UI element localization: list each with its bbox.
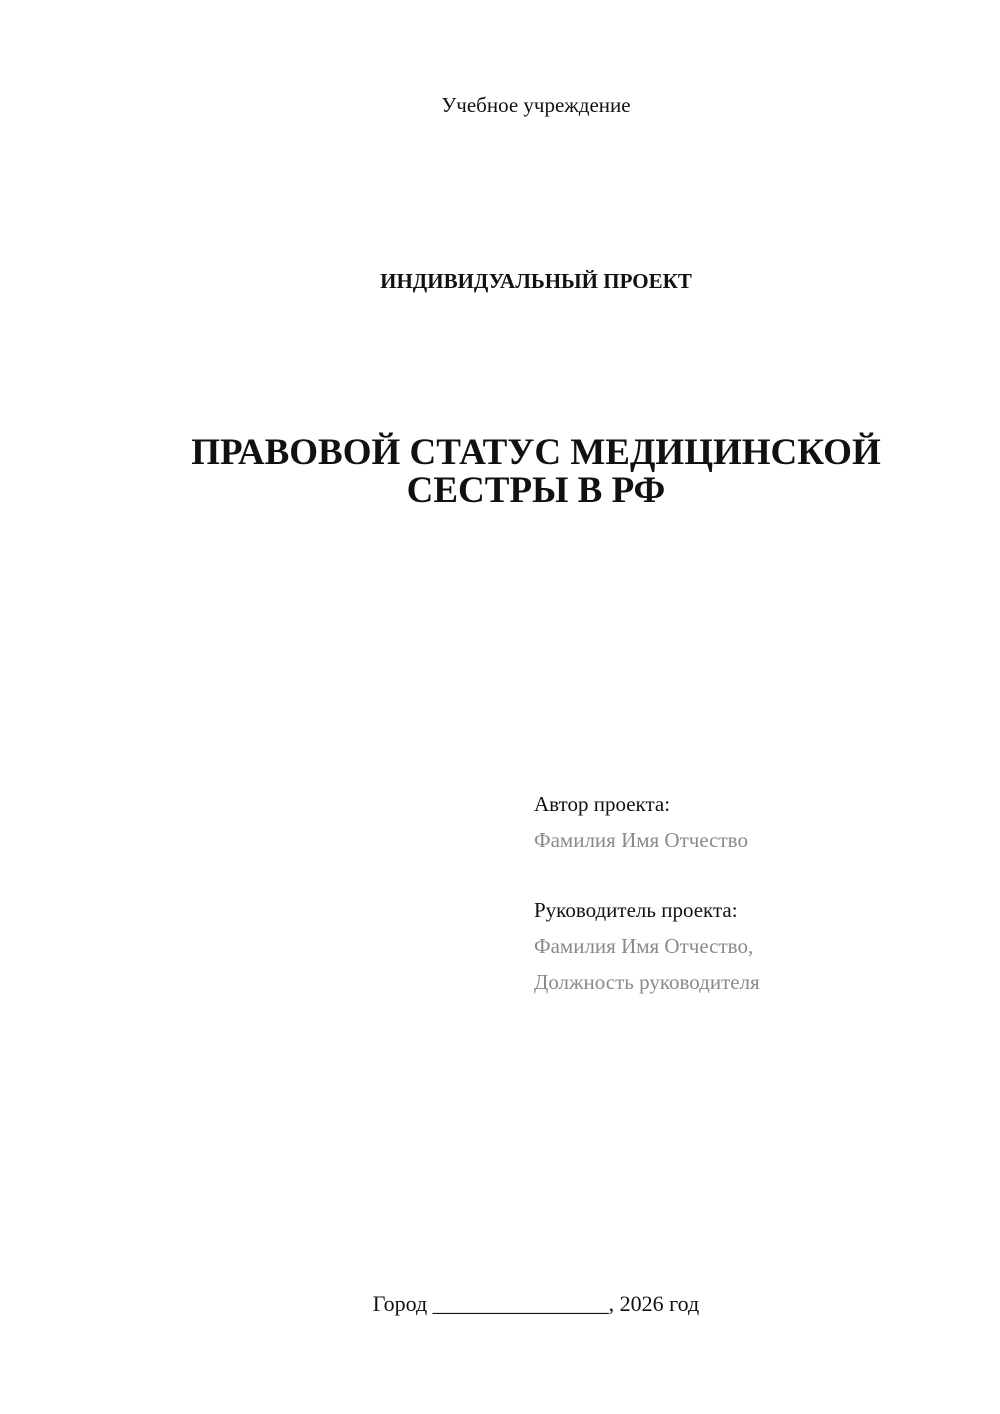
meta-spacer (534, 858, 974, 892)
supervisor-label: Руководитель проекта: (534, 898, 738, 922)
project-title-line-1: ПРАВОВОЙ СТАТУС МЕДИЦИНСКОЙ (191, 432, 881, 473)
institution-name: Учебное учреждение (441, 93, 631, 117)
project-meta (534, 786, 974, 1000)
project-title-line-2: СЕСТРЫ В РФ (406, 470, 666, 511)
supervisor-name: Фамилия Имя Отчество, (534, 934, 754, 958)
author-label: Автор проекта: (534, 792, 671, 816)
author-name: Фамилия Имя Отчество (534, 828, 748, 852)
project-title (0, 434, 1000, 510)
city-year-footer: Город ________________, 2026 год (372, 1291, 700, 1316)
project-type-heading: ИНДИВИДУАЛЬНЫЙ ПРОЕКТ (380, 269, 692, 293)
supervisor-position: Должность руководителя (534, 970, 760, 994)
